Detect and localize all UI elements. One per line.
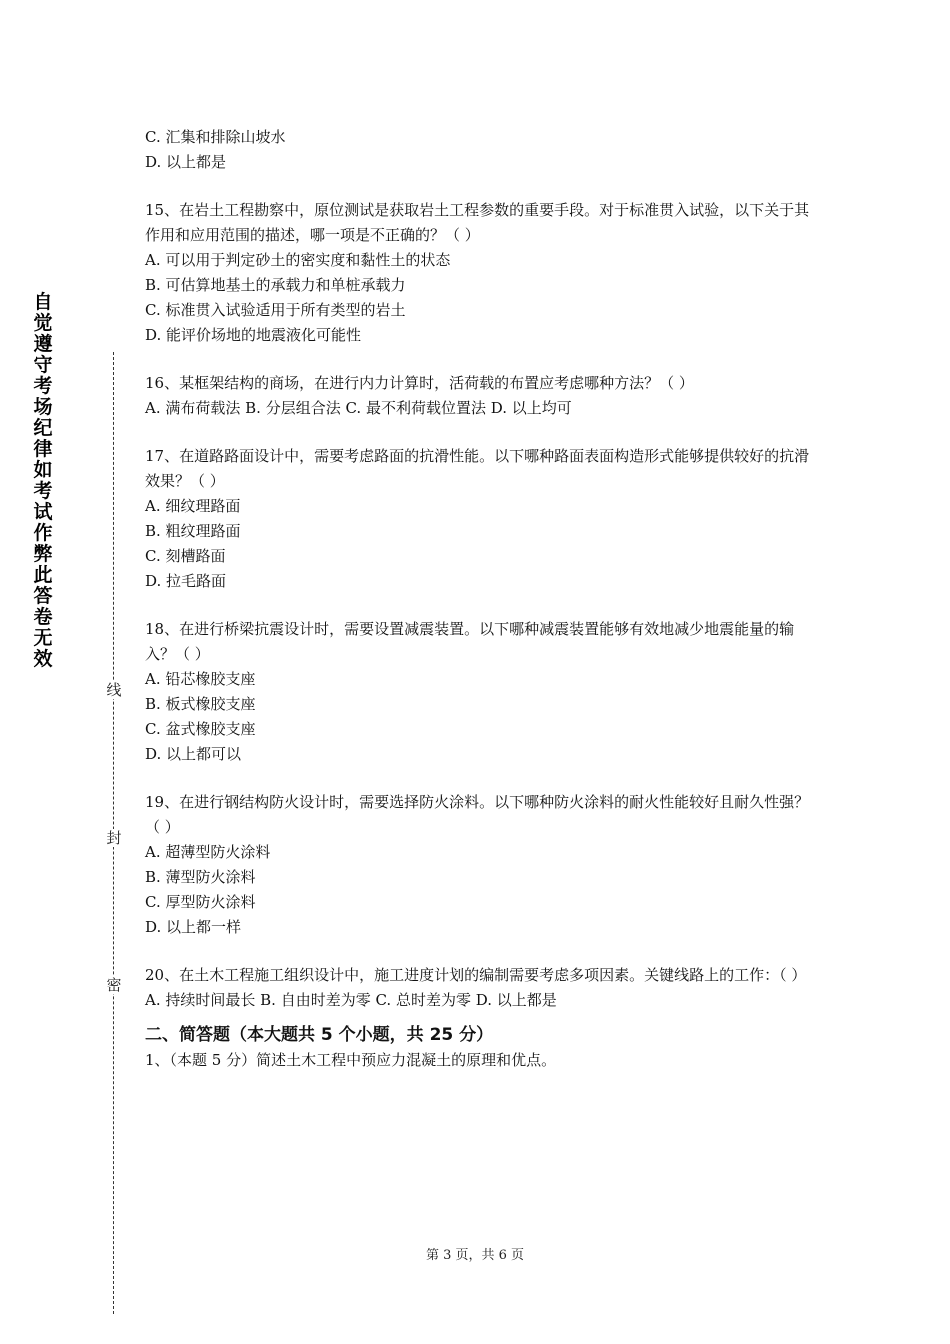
option: A. 超薄型防火涂料 <box>145 843 271 861</box>
question-text: 20、在土木工程施工组织设计中，施工进度计划的编制需要考虑多项因素。关键线路上的工作：（ ） <box>145 966 807 984</box>
option: A. 可以用于判定砂土的密实度和黏性土的状态 <box>145 251 451 269</box>
option: C. 刻槽路面 <box>145 547 226 565</box>
option: D. 以上都一样 <box>145 918 242 936</box>
option: B. 可估算地基土的承载力和单桩承载力 <box>145 276 406 294</box>
option: A. 满布荷载法 B. 分层组合法 C. 最不利荷载位置法 D. 以上均可 <box>145 399 572 417</box>
option: B. 粗纹理路面 <box>145 522 241 540</box>
question-text: 16、某框架结构的商场，在进行内力计算时，活荷载的布置应考虑哪种方法？（ ） <box>145 374 694 392</box>
option: C. 厚型防火涂料 <box>145 893 256 911</box>
question-20 <box>145 963 813 1013</box>
question-15 <box>145 198 813 348</box>
question-text: 15、在岩土工程勘察中，原位测试是获取岩土工程参数的重要手段。对于标准贯入试验，以下关于其作用和应用范围的描述，哪一项是不正确的？（ ） <box>145 201 810 244</box>
option: A. 铅芯橡胶支座 <box>145 670 256 688</box>
page-number: 第 3 页，共 6 页 <box>425 1248 525 1263</box>
option: D. 以上都可以 <box>145 745 242 763</box>
option: B. 薄型防火涂料 <box>145 868 256 886</box>
exam-content <box>145 125 813 1073</box>
question-text: 18、在进行桥梁抗震设计时，需要设置减震装置。以下哪种减震装置能够有效地减少地震能量的输入？（ ） <box>145 620 795 663</box>
option: A. 持续时间最长 B. 自由时差为零 C. 总时差为零 D. 以上都是 <box>145 991 557 1009</box>
question-18 <box>145 617 813 767</box>
continued-options <box>145 125 813 175</box>
question-17 <box>145 444 813 594</box>
side-warning: 自觉遵守考场纪律如考试作弊此答卷无效 <box>33 291 53 670</box>
short-answer-question: 1、（本题 5 分）简述土木工程中预应力混凝土的原理和优点。 <box>145 1051 557 1069</box>
seal-label-secret: 密 <box>104 976 124 994</box>
option: C. 标准贯入试验适用于所有类型的岩土 <box>145 301 406 319</box>
question-19 <box>145 790 813 940</box>
option: D. 以上都是 <box>145 153 227 171</box>
option: C. 汇集和排除山坡水 <box>145 128 286 146</box>
option: D. 拉毛路面 <box>145 572 227 590</box>
seal-label-seal: 封 <box>104 829 124 847</box>
section-title: 二、简答题（本大题共 5 个小题，共 25 分） <box>145 1025 494 1045</box>
option: A. 细纹理路面 <box>145 497 241 515</box>
question-16 <box>145 371 813 421</box>
question-text: 19、在进行钢结构防火设计时，需要选择防火涂料。以下哪种防火涂料的耐火性能较好且耐久性强？（ ） <box>145 793 810 836</box>
option: D. 能评价场地的地震液化可能性 <box>145 326 362 344</box>
option: C. 盆式橡胶支座 <box>145 720 256 738</box>
question-text: 17、在道路路面设计中，需要考虑路面的抗滑性能。以下哪种路面表面构造形式能够提供较好的抗滑效果？（ ） <box>145 447 810 490</box>
option: B. 板式橡胶支座 <box>145 695 256 713</box>
seal-label-line: 线 <box>104 681 124 699</box>
